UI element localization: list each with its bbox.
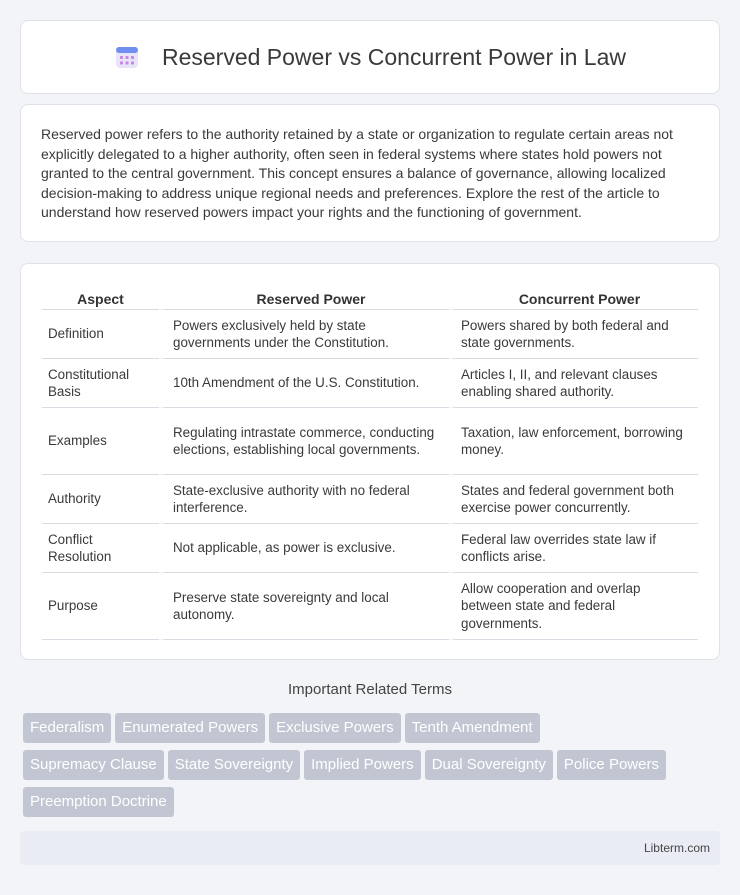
tag-enumerated-powers[interactable]: Enumerated Powers xyxy=(115,713,265,743)
comparison-table-card xyxy=(20,263,720,660)
footer xyxy=(20,831,720,865)
comparison-table xyxy=(42,284,698,640)
table-row xyxy=(42,524,698,573)
table-row xyxy=(42,573,698,640)
row-reserved: Preserve state sovereignty and local autonomy. xyxy=(159,573,449,640)
related-terms-heading: Important Related Terms xyxy=(288,681,452,698)
table-row xyxy=(42,359,698,408)
row-reserved: 10th Amendment of the U.S. Constitution. xyxy=(159,359,449,408)
tag-tenth-amendment[interactable]: Tenth Amendment xyxy=(405,713,540,743)
tag-state-sovereignty[interactable]: State Sovereignty xyxy=(168,750,300,780)
row-reserved: Not applicable, as power is exclusive. xyxy=(159,524,449,573)
row-concurrent: Allow cooperation and overlap between state and federal governments. xyxy=(449,573,698,640)
header-concurrent-power: Concurrent Power xyxy=(449,284,698,310)
page-title: Reserved Power vs Concurrent Power in Law xyxy=(161,43,627,70)
row-aspect: Conflict Resolution xyxy=(42,524,159,573)
header-reserved-power: Reserved Power xyxy=(159,284,449,310)
tag-federalism[interactable]: Federalism xyxy=(23,713,111,743)
intro-text: Reserved power refers to the authority retained by a state or organization to regulate certain areas not explicitly delegated to a higher authority, often seen in federal systems where states hold powers not granted to the central government. This concept ensures a balance of governance, allowing localized decision-making to address unique regional needs and preferences. Explore the rest of the article to understand how reserved powers impact your rights and the functioning of government. xyxy=(41,126,673,221)
table-row xyxy=(42,408,698,475)
row-aspect: Purpose xyxy=(42,573,159,640)
tag-implied-powers[interactable]: Implied Powers xyxy=(304,750,421,780)
tag-exclusive-powers[interactable]: Exclusive Powers xyxy=(269,713,401,743)
tag-dual-sovereignty[interactable]: Dual Sovereignty xyxy=(425,750,553,780)
calendar-icon xyxy=(114,44,140,70)
footer-site-link[interactable]: Libterm.com xyxy=(643,841,710,855)
row-reserved: Powers exclusively held by state governments under the Constitution. xyxy=(159,310,449,359)
title-card xyxy=(20,20,720,94)
tag-supremacy-clause[interactable]: Supremacy Clause xyxy=(23,750,164,780)
row-concurrent: States and federal government both exercise power concurrently. xyxy=(449,475,698,524)
row-aspect: Authority xyxy=(42,475,159,524)
tag-police-powers[interactable]: Police Powers xyxy=(557,750,666,780)
row-concurrent: Articles I, II, and relevant clauses enabling shared authority. xyxy=(449,359,698,408)
tag-preemption-doctrine[interactable]: Preemption Doctrine xyxy=(23,787,174,817)
header-aspect: Aspect xyxy=(42,284,159,310)
row-reserved: Regulating intrastate commerce, conducting elections, establishing local governments. xyxy=(159,408,449,475)
row-reserved: State-exclusive authority with no federal interference. xyxy=(159,475,449,524)
related-terms-list xyxy=(23,713,723,824)
row-aspect: Definition xyxy=(42,310,159,359)
table-row xyxy=(42,310,698,359)
table-row xyxy=(42,475,698,524)
row-concurrent: Federal law overrides state law if conflicts arise. xyxy=(449,524,698,573)
intro-card xyxy=(20,104,720,242)
row-concurrent: Powers shared by both federal and state governments. xyxy=(449,310,698,359)
table-header-row xyxy=(42,284,698,310)
row-aspect: Examples xyxy=(42,408,159,475)
row-concurrent: Taxation, law enforcement, borrowing money. xyxy=(449,408,698,475)
row-aspect: Constitutional Basis xyxy=(42,359,159,408)
